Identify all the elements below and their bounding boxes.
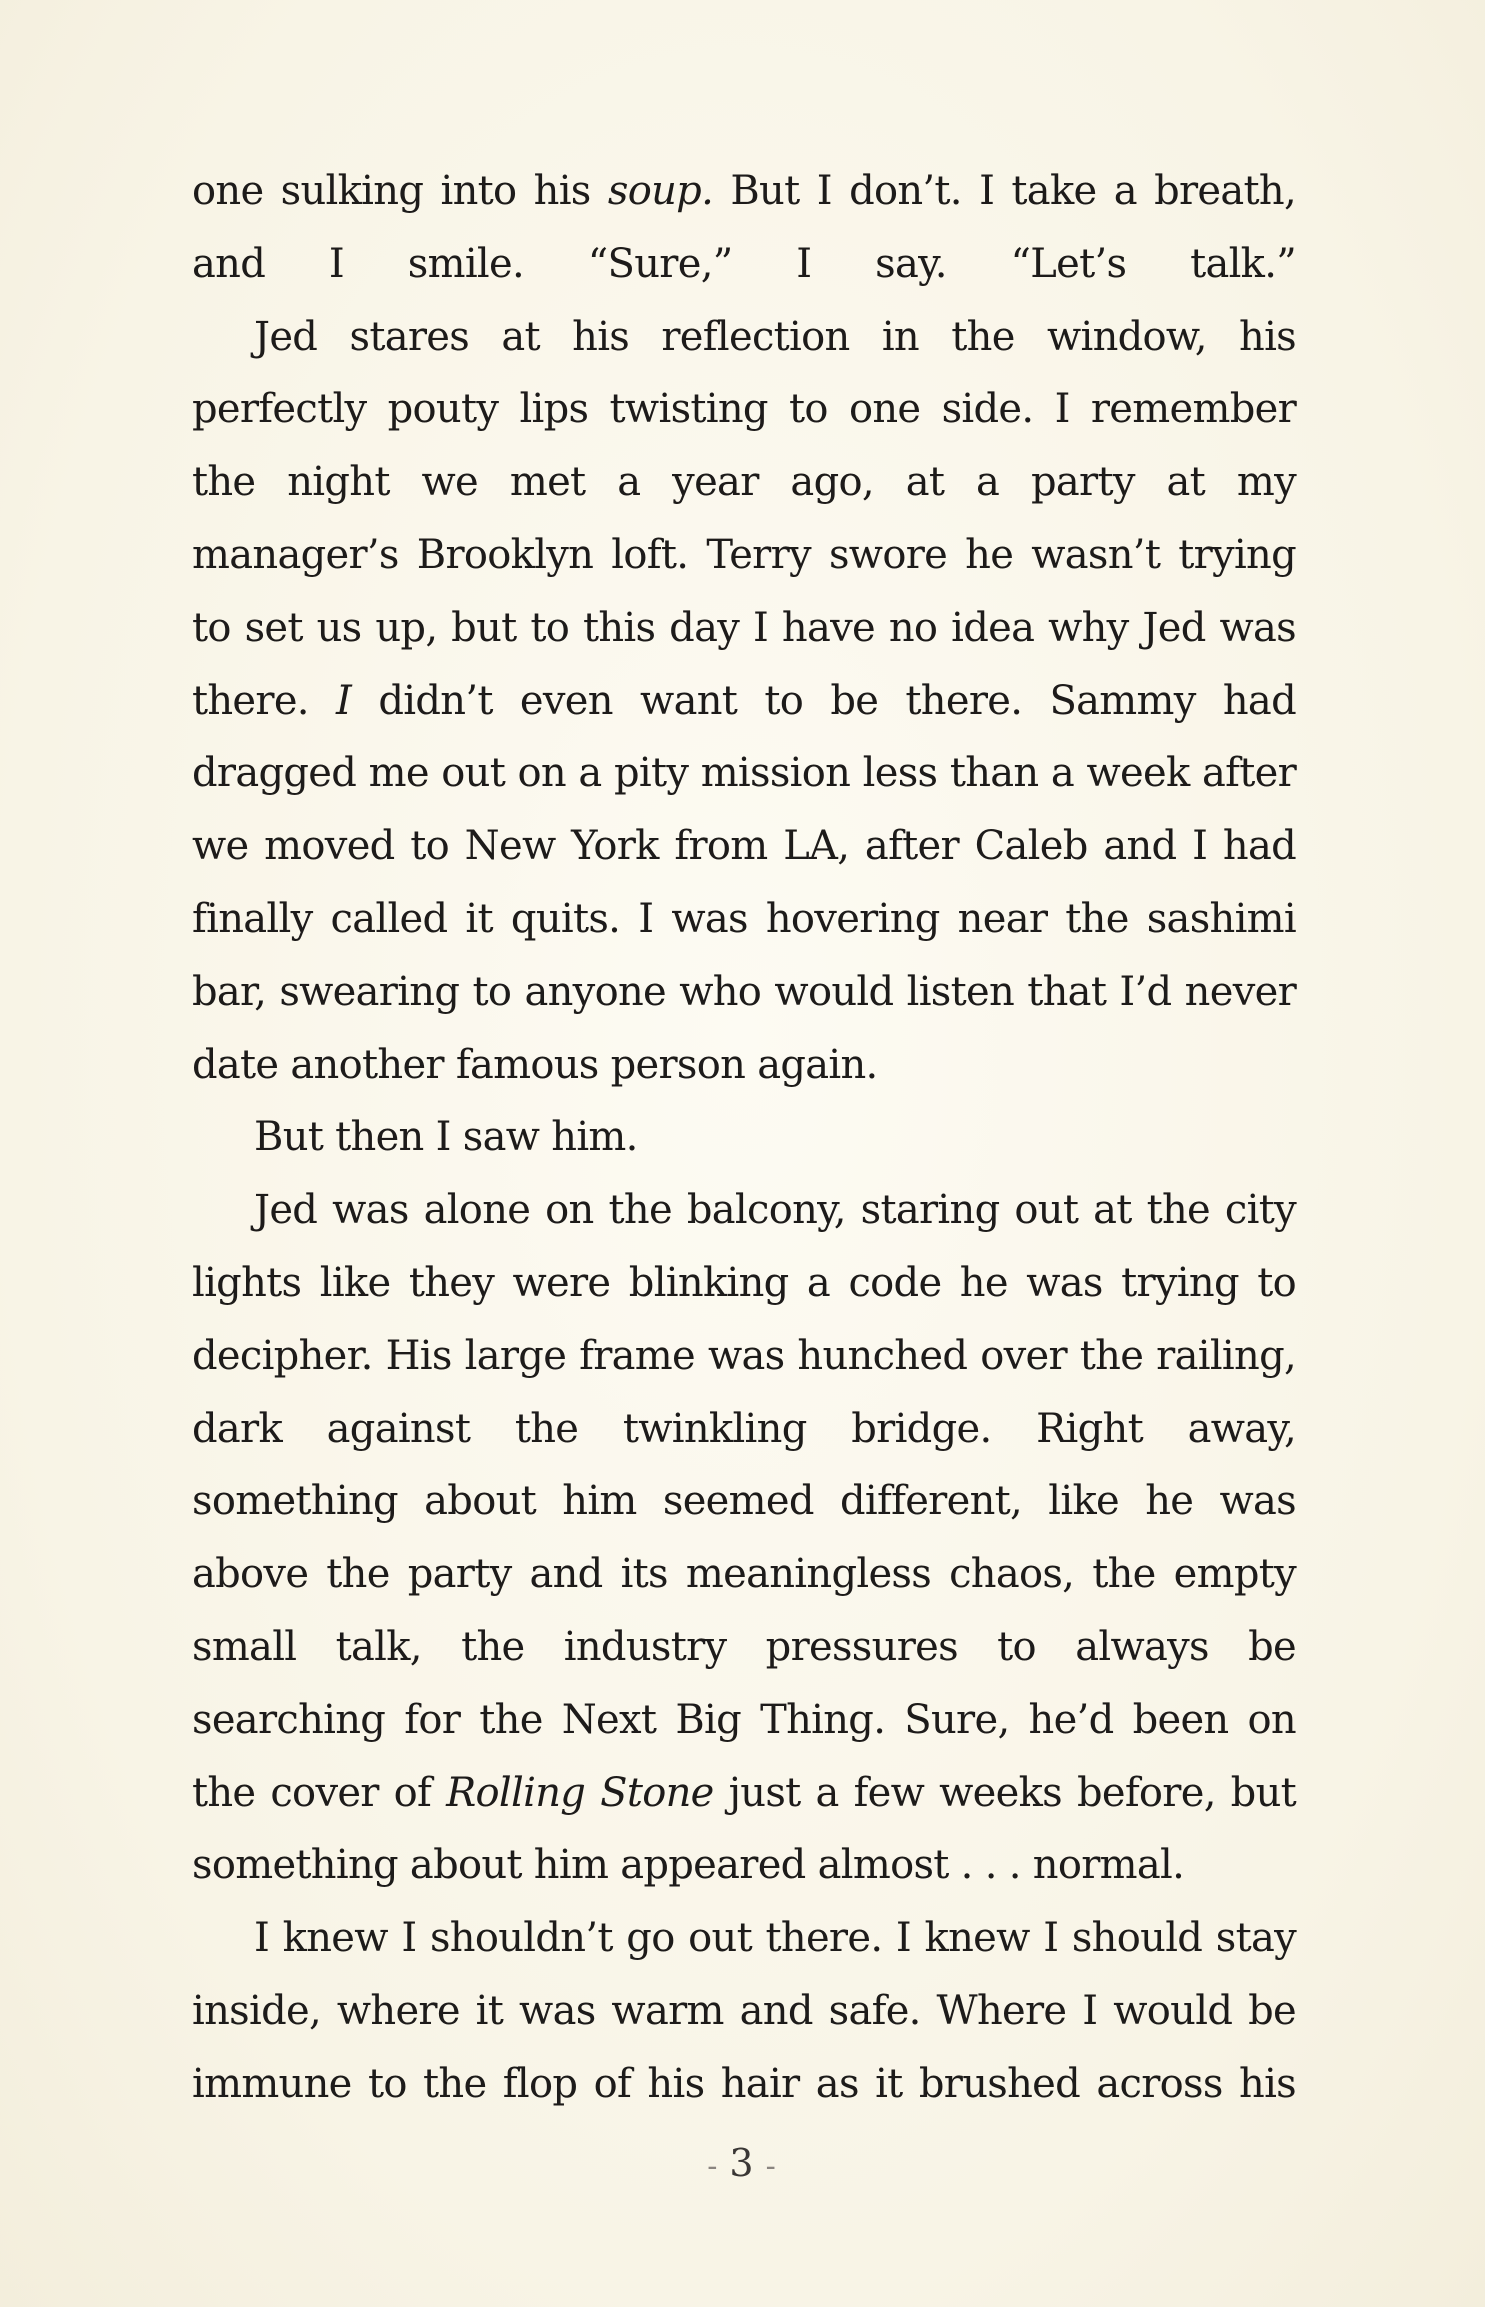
paragraph-2-text: Jed stares at his reflection in the window, his perfectly pouty lips twisting to one side. I remember the night we met a year ago, at a party at my manager’s Brooklyn loft. Terry swore he wasn’t trying to set us up, but to this day I have no idea why Jed was there. <box>192 313 1296 724</box>
paragraph-1 <box>192 155 1296 301</box>
paragraph-4-text-end: just a few weeks before, but something about him appeared almost . . . normal. <box>192 1769 1297 1889</box>
page-number-value: 3 <box>729 2141 756 2185</box>
paragraph-2-text-end: didn’t even want to be there. Sammy had dragged me out on a pity mission less than a week after we moved to New York from LA, after Caleb and I had finally called it quits. I was hovering near the sashimi bar, swearing to anyone who would listen that I’d never date another famous person again. <box>192 677 1296 1088</box>
page-number-dash-right: - <box>765 2149 778 2184</box>
paragraph-4-italic: Rolling Stone <box>446 1769 714 1816</box>
paragraph-4 <box>192 1174 1296 1902</box>
paragraph-2-italic: I <box>336 677 352 724</box>
paragraph-1-text: one sulking into his <box>192 168 608 214</box>
paragraph-5: I knew I shouldn’t go out there. I knew I should stay inside, where it was warm and safe. Where I would be immune to the flop of his hair as it brushed across his <box>192 1915 1296 2107</box>
paragraph-4-text: Jed was alone on the balcony, staring out at the city lights like they were blinking a code he was trying to decipher. His large frame was hunched over the railing, dark against the twinkling bridge. Right away, something about him seemed different, like he was above the party and its meaningless chaos, the empty small talk, the industry pressures to always be searching for the Next Big Thing. Sure, he’d been on the cover of <box>192 1187 1296 1816</box>
paragraph-1-italic: soup. <box>607 168 714 214</box>
page-number <box>0 2141 1485 2185</box>
paragraph-3: But then I saw him. <box>254 1114 638 1161</box>
page-number-dash-left: - <box>707 2149 720 2184</box>
paragraph-1-text-end: But I don’t. I take a breath, and I smile. “Sure,” I say. “Let’s talk.” <box>192 168 1296 287</box>
paragraph-2 <box>192 301 1296 1102</box>
body-text <box>192 155 1296 2121</box>
